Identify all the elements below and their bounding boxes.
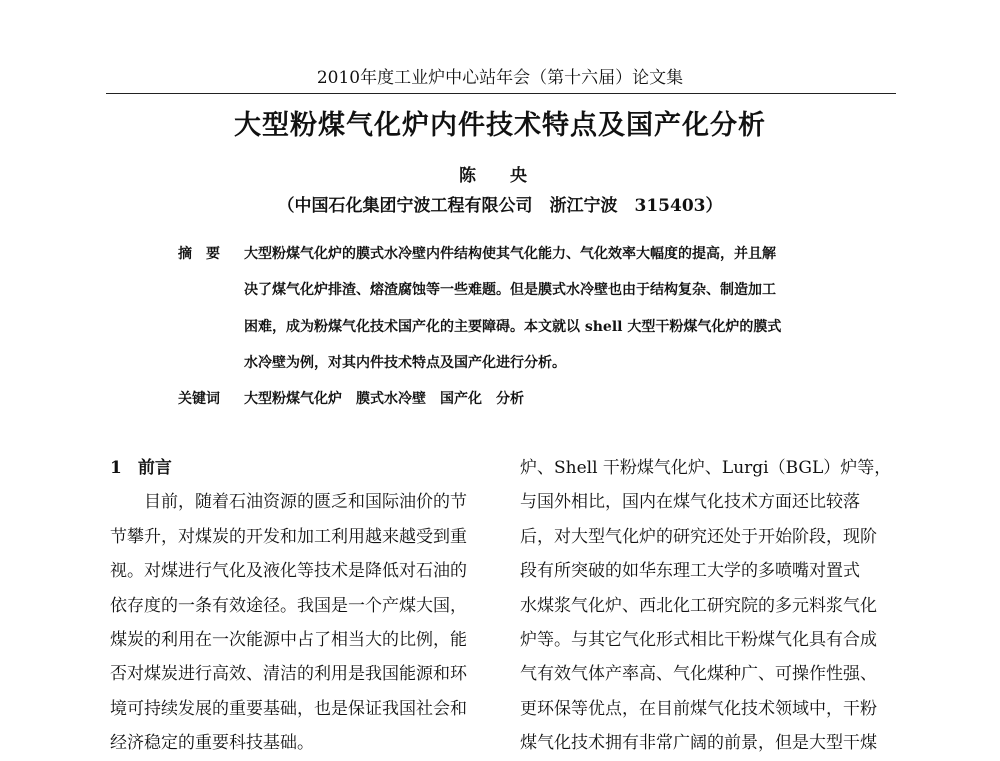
section-heading (110, 451, 490, 485)
body-line: 更环保等优点，在目前煤气化技术领域中，干粉 (520, 698, 877, 719)
paper-title: 大型粉煤气化炉内件技术特点及国产化分析 (234, 110, 766, 141)
body-line: 炉等。与其它气化形式相比干粉煤气化具有合成 (520, 630, 877, 651)
body-line: 与国外相比，国内在煤气化技术方面还比较落 (520, 492, 860, 513)
body-line: 煤气化技术拥有非常广阔的前景，但是大型干煤 (520, 733, 877, 754)
body-line: 目前，随着石油资源的匮乏和国际油价的节 (144, 492, 467, 513)
abstract-line: 水冷壁为例，对其内件技术特点及国产化进行分析。 (244, 355, 566, 371)
section-number: 1 (110, 458, 122, 478)
header-rule (106, 93, 896, 94)
body-line: 依存度的一条有效途径。我国是一个产煤大国， (110, 595, 467, 616)
affiliation: （中国石化集团宁波工程有限公司 浙江宁波 315403） (277, 196, 723, 216)
author: 陈 央 (459, 166, 541, 186)
body-line: 煤炭的利用在一次能源中占了相当大的比例，能 (110, 630, 467, 651)
body-line: 经济稳定的重要科技基础。 (110, 733, 314, 754)
keywords-label: 关键词 (178, 391, 220, 407)
body-line: 节攀升，对煤炭的开发和加工利用越来越受到重 (110, 526, 467, 547)
body-line: 视。对煤进行气化及液化等技术是降低对石油的 (110, 561, 467, 582)
abstract-line: 困难，成为粉煤气化技术国产化的主要障碍。本文就以 shell 大型干粉煤气化炉的膜式 (244, 319, 782, 335)
running-head: 2010年度工业炉中心站年会（第十六届）论文集 (316, 68, 684, 88)
keywords-text: 大型粉煤气化炉 膜式水冷壁 国产化 分析 (244, 391, 524, 407)
body-line: 后，对大型气化炉的研究还处于开始阶段，现阶 (520, 526, 877, 547)
abstract-label: 摘要 (178, 246, 234, 262)
left-column (110, 451, 490, 761)
body-line: 气有效气体产率高、气化煤种广、可操作性强、 (520, 664, 877, 685)
body-line: 否对煤炭进行高效、清洁的利用是我国能源和环 (110, 664, 467, 685)
abstract-line: 决了煤气化炉排渣、熔渣腐蚀等一些难题。但是膜式水冷壁也由于结构复杂、制造加工 (244, 282, 776, 298)
body-line: 段有所突破的如华东理工大学的多喷嘴对置式 (520, 561, 860, 582)
section-title: 前言 (137, 458, 172, 478)
abstract-line: 大型粉煤气化炉的膜式水冷壁内件结构使其气化能力、气化效率大幅度的提高，并且解 (244, 246, 776, 262)
body-line: 境可持续发展的重要基础，也是保证我国社会和 (110, 698, 467, 719)
body-line: 炉、Shell 干粉煤气化炉、Lurgi（BGL）炉等， (520, 458, 892, 478)
right-column (520, 451, 900, 761)
body-line: 水煤浆气化炉、西北化工研究院的多元料浆气化 (520, 595, 877, 616)
